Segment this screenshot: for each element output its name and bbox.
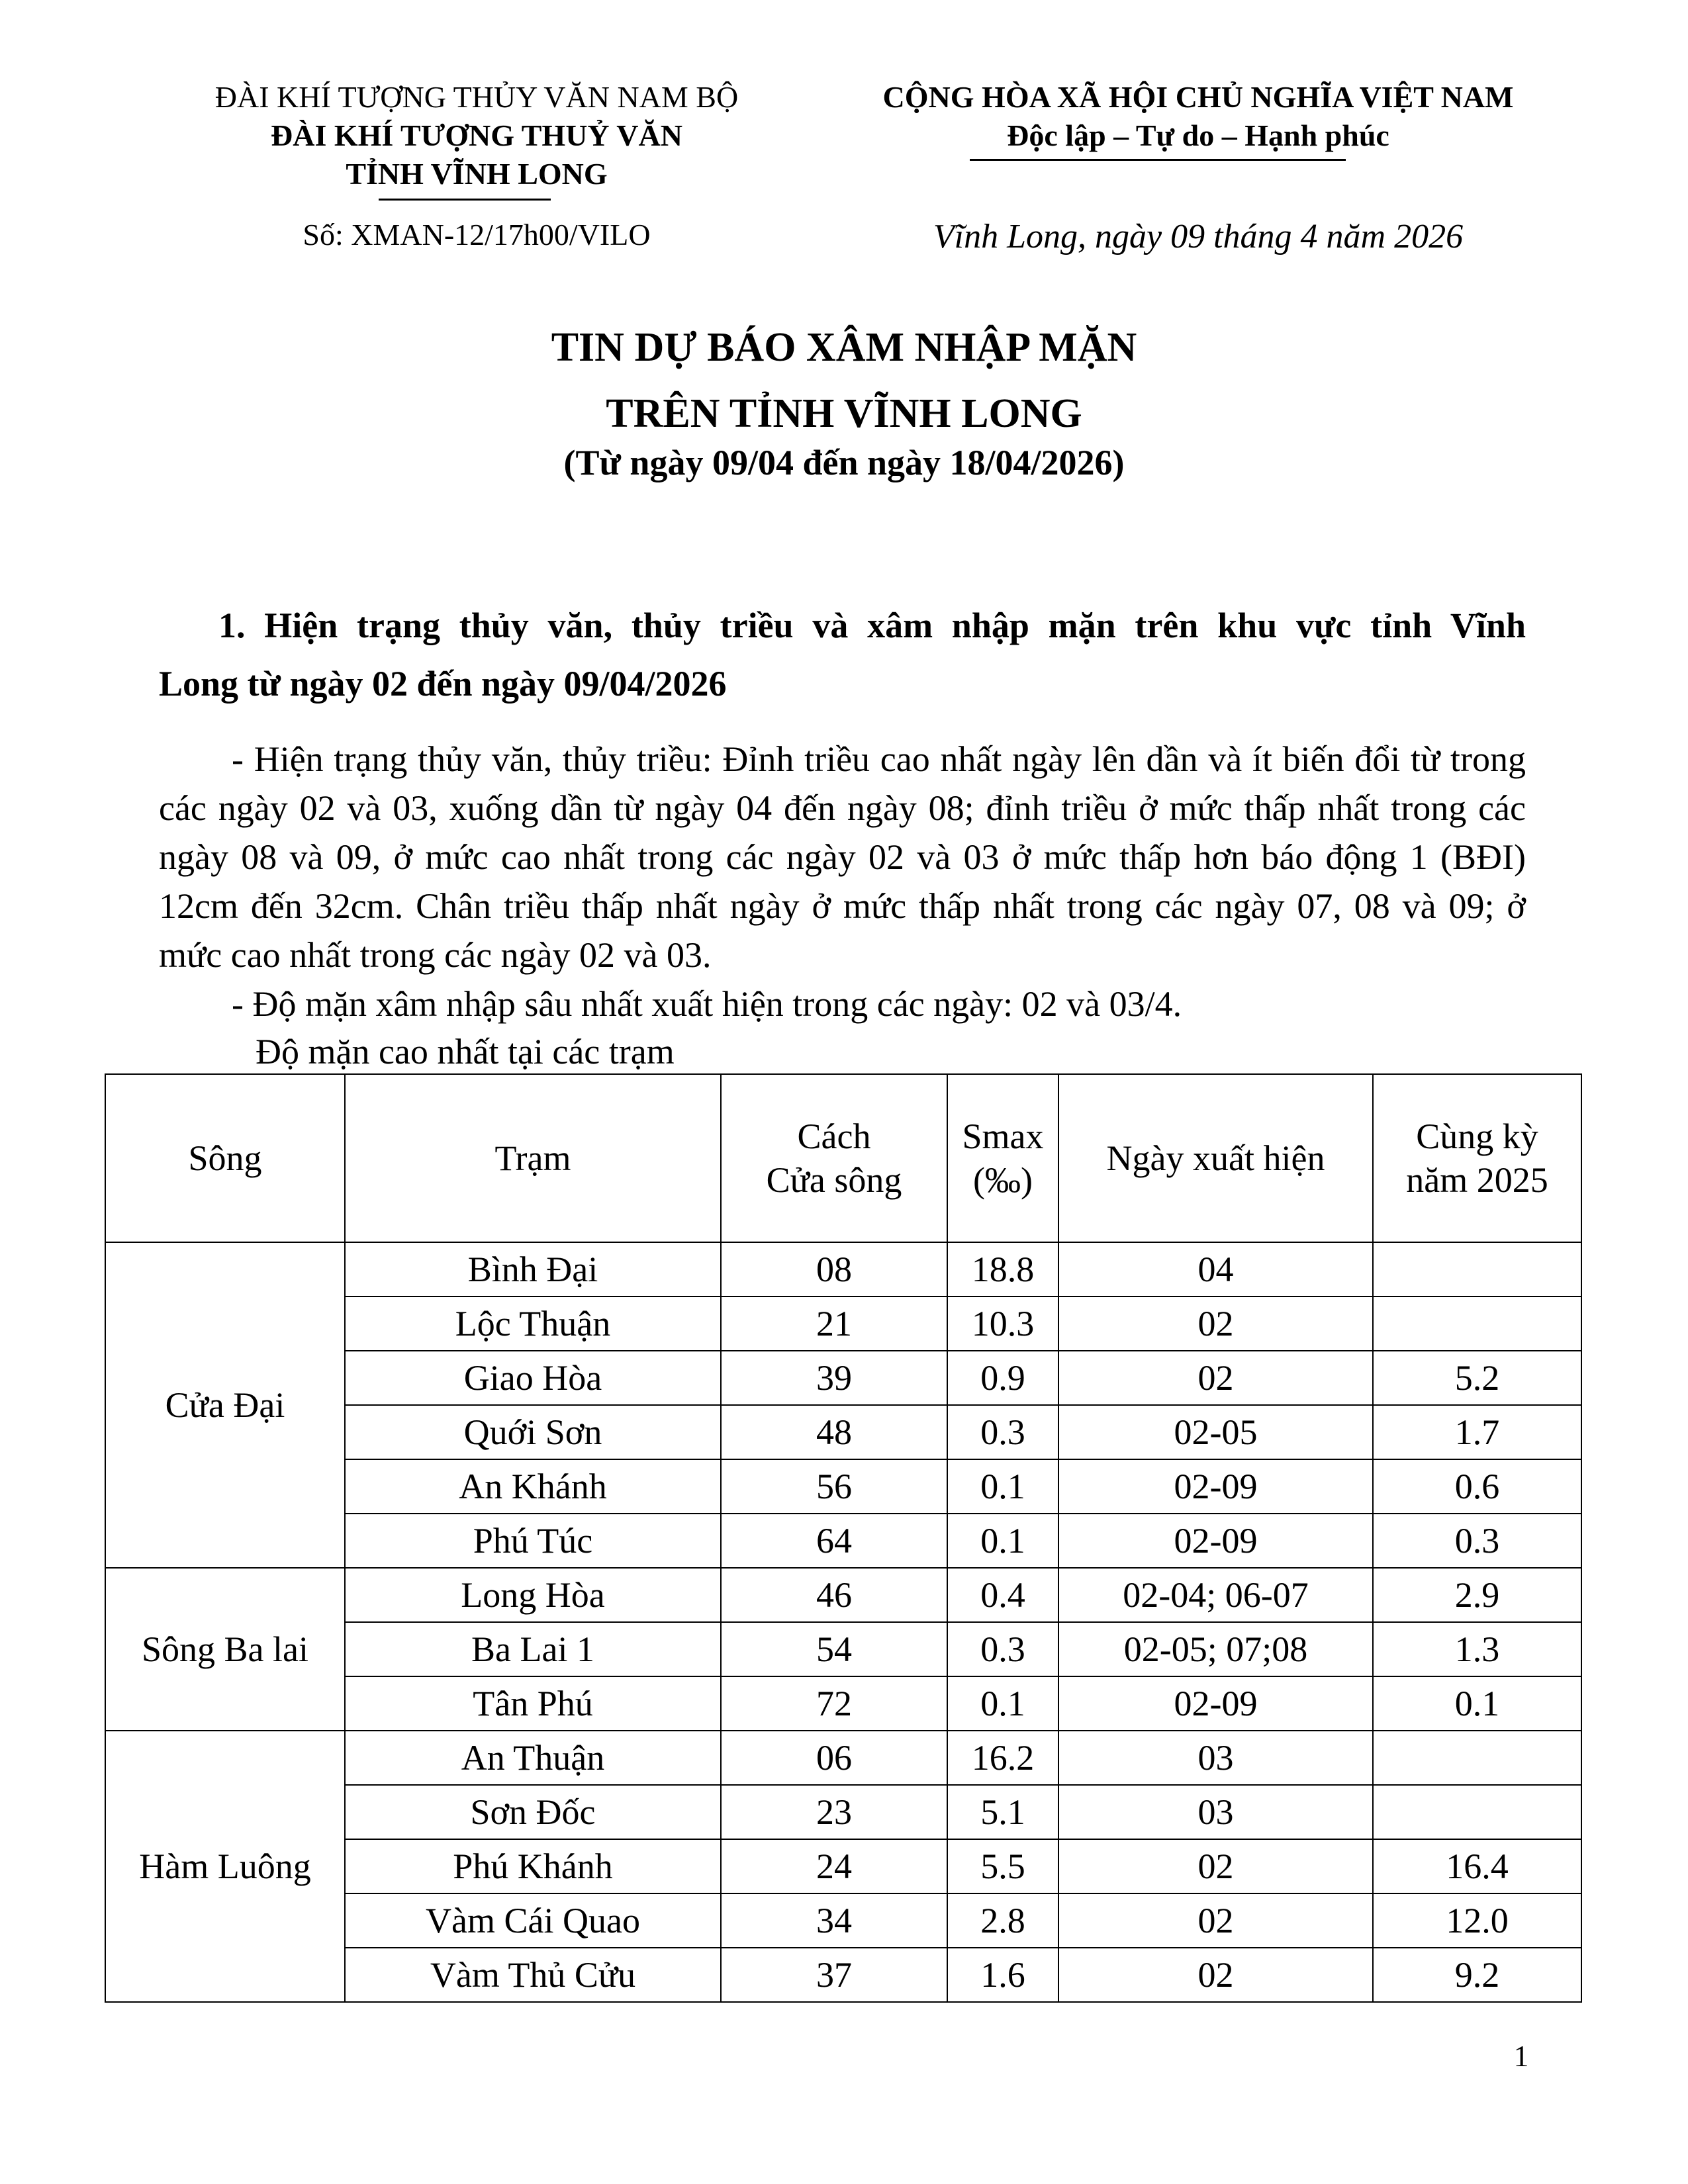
station-cell: An Khánh xyxy=(345,1459,721,1514)
station-cell: Phú Túc xyxy=(345,1514,721,1568)
date-cell: 04 xyxy=(1058,1242,1373,1297)
distance-cell: 37 xyxy=(721,1948,947,2002)
org-header xyxy=(146,78,808,193)
station-cell: Lộc Thuận xyxy=(345,1297,721,1351)
station-cell: Quới Sơn xyxy=(345,1405,721,1459)
river-cell: Sông Ba lai xyxy=(105,1568,345,1731)
date-cell: 02-04; 06-07 xyxy=(1058,1568,1373,1622)
col-header-smax-label: Smax (‰) xyxy=(962,1116,1044,1200)
same-period-cell xyxy=(1373,1297,1581,1351)
station-cell: Tân Phú xyxy=(345,1676,721,1731)
same-period-cell: 0.1 xyxy=(1373,1676,1581,1731)
station-cell: Giao Hòa xyxy=(345,1351,721,1405)
doc-title-line2: TRÊN TỈNH VĨNH LONG xyxy=(606,391,1082,436)
smax-cell: 0.1 xyxy=(947,1676,1058,1731)
distance-cell: 21 xyxy=(721,1297,947,1351)
smax-cell: 0.3 xyxy=(947,1405,1058,1459)
country-name: CỘNG HÒA XÃ HỘI CHỦ NGHĨA VIỆT NAM xyxy=(882,80,1514,114)
distance-cell: 48 xyxy=(721,1405,947,1459)
section1-heading-line1: 1. Hiện trạng thủy văn, thủy triều và xâm nhập mặn trên khu vực tỉnh Vĩnh xyxy=(218,606,1526,645)
same-period-cell: 0.3 xyxy=(1373,1514,1581,1568)
date-cell: 02-05 xyxy=(1058,1405,1373,1459)
national-header xyxy=(781,78,1615,155)
smax-cell: 0.1 xyxy=(947,1514,1058,1568)
org-parent: ĐÀI KHÍ TƯỢNG THỦY VĂN NAM BỘ xyxy=(214,80,739,114)
motto: Độc lập – Tự do – Hạnh phúc xyxy=(1007,118,1389,152)
same-period-cell: 2.9 xyxy=(1373,1568,1581,1622)
motto-underline xyxy=(970,159,1346,161)
table-row xyxy=(105,1242,1581,1297)
distance-cell: 23 xyxy=(721,1785,947,1839)
hydrology-paragraph: - Hiện trạng thủy văn, thủy triều: Đỉnh triều cao nhất ngày lên dần và ít biến đổi từ trong các ngày 02 và 03, xuống dần từ ngày 04 đến ngày 08; đỉnh triều ở mức thấp nhất trong các ngày 08 và 09, ở mức cao nhất trong các ngày 02 và 03 ở mức thấp hơn báo động 1 (BĐI) 12cm đến 32cm. Chân triều thấp nhất ngày ở mức thấp nhất trong các ngày 07, 08 và 09; ở mức cao nhất trong các ngày 02 và 03. xyxy=(159,739,1526,975)
smax-cell: 2.8 xyxy=(947,1893,1058,1948)
distance-cell: 39 xyxy=(721,1351,947,1405)
distance-cell: 08 xyxy=(721,1242,947,1297)
smax-cell: 18.8 xyxy=(947,1242,1058,1297)
distance-cell: 54 xyxy=(721,1622,947,1676)
date-cell: 02-09 xyxy=(1058,1676,1373,1731)
place-date: Vĩnh Long, ngày 09 tháng 4 năm 2026 xyxy=(933,218,1464,255)
col-header-smax xyxy=(947,1074,1058,1242)
station-cell: An Thuận xyxy=(345,1731,721,1785)
doc-title-line1: TIN DỰ BÁO XÂM NHẬP MẶN xyxy=(551,325,1137,370)
org-underline xyxy=(379,199,551,201)
date-cell: 02 xyxy=(1058,1297,1373,1351)
same-period-cell xyxy=(1373,1785,1581,1839)
station-cell: Bình Đại xyxy=(345,1242,721,1297)
date-cell: 02 xyxy=(1058,1351,1373,1405)
distance-cell: 46 xyxy=(721,1568,947,1622)
smax-cell: 0.9 xyxy=(947,1351,1058,1405)
date-cell: 02 xyxy=(1058,1948,1373,2002)
col-header-same-period-label: Cùng kỳ năm 2025 xyxy=(1406,1116,1548,1200)
station-cell: Vàm Cái Quao xyxy=(345,1893,721,1948)
smax-cell: 16.2 xyxy=(947,1731,1058,1785)
date-cell: 02-09 xyxy=(1058,1514,1373,1568)
same-period-cell: 12.0 xyxy=(1373,1893,1581,1948)
doc-number: Số: XMAN-12/17h00/VILO xyxy=(303,218,651,251)
org-name: ĐÀI KHÍ TƯỢNG THUỶ VĂN xyxy=(271,118,682,152)
smax-cell: 5.1 xyxy=(947,1785,1058,1839)
org-province: TỈNH VĨNH LONG xyxy=(346,157,608,191)
same-period-cell xyxy=(1373,1242,1581,1297)
distance-cell: 56 xyxy=(721,1459,947,1514)
smax-cell: 10.3 xyxy=(947,1297,1058,1351)
same-period-cell: 5.2 xyxy=(1373,1351,1581,1405)
same-period-cell: 0.6 xyxy=(1373,1459,1581,1514)
table-row xyxy=(105,1568,1581,1622)
doc-period: (Từ ngày 09/04 đến ngày 18/04/2026) xyxy=(563,443,1125,482)
salinity-intrusion-paragraph: - Độ mặn xâm nhập sâu nhất xuất hiện trong các ngày: 02 và 03/4. xyxy=(232,984,1182,1024)
station-cell: Long Hòa xyxy=(345,1568,721,1622)
smax-cell: 0.4 xyxy=(947,1568,1058,1622)
distance-cell: 34 xyxy=(721,1893,947,1948)
table-header-row xyxy=(105,1074,1581,1242)
date-cell: 02-05; 07;08 xyxy=(1058,1622,1373,1676)
station-cell: Phú Khánh xyxy=(345,1839,721,1893)
same-period-cell: 16.4 xyxy=(1373,1839,1581,1893)
col-header-date: Ngày xuất hiện xyxy=(1058,1074,1373,1242)
river-cell: Hàm Luông xyxy=(105,1731,345,2002)
col-header-station: Trạm xyxy=(345,1074,721,1242)
smax-cell: 1.6 xyxy=(947,1948,1058,2002)
river-cell: Cửa Đại xyxy=(105,1242,345,1568)
station-cell: Vàm Thủ Cửu xyxy=(345,1948,721,2002)
distance-cell: 64 xyxy=(721,1514,947,1568)
same-period-cell: 9.2 xyxy=(1373,1948,1581,2002)
distance-cell: 72 xyxy=(721,1676,947,1731)
date-cell: 02-09 xyxy=(1058,1459,1373,1514)
same-period-cell: 1.7 xyxy=(1373,1405,1581,1459)
distance-cell: 06 xyxy=(721,1731,947,1785)
col-header-distance-label: Cách Cửa sông xyxy=(766,1116,902,1200)
smax-cell: 5.5 xyxy=(947,1839,1058,1893)
col-header-river: Sông xyxy=(105,1074,345,1242)
section1-heading-line2: Long từ ngày 02 đến ngày 09/04/2026 xyxy=(159,664,727,704)
page-number: 1 xyxy=(1513,2039,1529,2073)
station-cell: Ba Lai 1 xyxy=(345,1622,721,1676)
col-header-distance xyxy=(721,1074,947,1242)
date-cell: 03 xyxy=(1058,1785,1373,1839)
station-cell: Sơn Đốc xyxy=(345,1785,721,1839)
date-cell: 02 xyxy=(1058,1839,1373,1893)
date-cell: 02 xyxy=(1058,1893,1373,1948)
same-period-cell xyxy=(1373,1731,1581,1785)
same-period-cell: 1.3 xyxy=(1373,1622,1581,1676)
distance-cell: 24 xyxy=(721,1839,947,1893)
date-cell: 03 xyxy=(1058,1731,1373,1785)
smax-cell: 0.1 xyxy=(947,1459,1058,1514)
smax-cell: 0.3 xyxy=(947,1622,1058,1676)
table-row xyxy=(105,1731,1581,1785)
salinity-table xyxy=(105,1073,1582,2003)
col-header-same-period xyxy=(1373,1074,1581,1242)
table-caption: Độ mặn cao nhất tại các trạm xyxy=(256,1032,675,1071)
